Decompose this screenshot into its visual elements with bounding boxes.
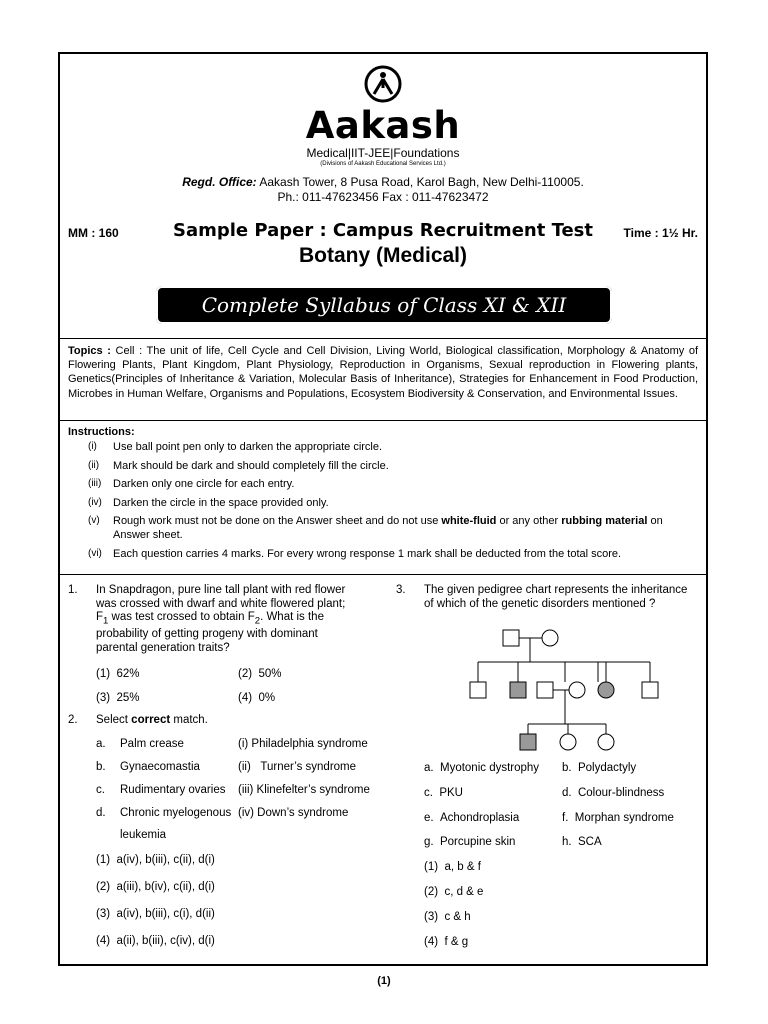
topics-label: Topics :	[68, 345, 111, 357]
option-text: c & h	[444, 911, 471, 923]
option-label: (2)	[424, 886, 439, 898]
choice-e	[424, 812, 519, 824]
option-label: (1)	[96, 668, 111, 680]
time-limit: Time : 1½ Hr.	[623, 226, 698, 240]
pedigree-female	[598, 734, 614, 750]
match-left-text: Chronic myelogenous	[120, 807, 232, 819]
instruction-text: Use ball point pen only to darken the appropriate circle.	[113, 441, 383, 453]
pedigree-female	[542, 630, 558, 646]
match-left-label: a.	[96, 738, 106, 750]
pedigree-male	[470, 682, 486, 698]
pedigree-male	[503, 630, 519, 646]
q3-option-4	[424, 936, 468, 948]
choice-text: Polydactyly	[577, 762, 637, 774]
question-text: In Snapdragon, pure line tall plant with red flower	[96, 584, 346, 596]
pedigree-male	[642, 682, 658, 698]
page-frame	[58, 52, 708, 966]
q2-option-3	[96, 908, 215, 920]
pedigree-male-affected	[520, 734, 536, 750]
choice-label: a.	[424, 762, 434, 774]
match-right	[238, 807, 348, 819]
choice-label: b.	[562, 762, 572, 774]
option-text: a(iv), b(iii), c(i), d(ii)	[116, 908, 215, 920]
paper-title: Sample Paper : Campus Recruitment Test	[172, 220, 593, 241]
question-2-stem	[96, 714, 208, 726]
choice-text: PKU	[439, 787, 463, 799]
q2-option-2	[96, 881, 215, 893]
question-2-number: 2.	[68, 714, 78, 726]
syllabus-banner	[156, 286, 612, 324]
match-right-text: Philadelphia syndrome	[251, 738, 368, 750]
instruction-item	[88, 477, 698, 491]
instruction-num: (iii)	[88, 478, 102, 490]
choice-label: f.	[562, 812, 569, 824]
choice-label: e.	[424, 812, 434, 824]
brand-subtagline: (Divisions of Aakash Educational Services Ltd.)	[320, 161, 446, 167]
instruction-text: Mark should be dark and should completely fill the circle.	[113, 459, 389, 472]
instruction-part: or any other	[496, 515, 562, 528]
instruction-bold: rubbing material	[561, 515, 648, 528]
match-right-text: Down’s syndrome	[257, 807, 349, 819]
q2-option-4	[96, 935, 215, 947]
option-label: (1)	[424, 861, 439, 873]
choice-text: Myotonic dystrophy	[439, 762, 540, 774]
question-number: 3.	[396, 584, 406, 596]
choice-text: Porcupine skin	[439, 836, 516, 848]
match-left-text: Gynaecomastia	[120, 761, 200, 773]
pedigree-female-affected	[598, 682, 614, 698]
match-left-label: b.	[96, 761, 106, 773]
subject-title: Botany (Medical)	[298, 244, 468, 267]
instruction-num: (v)	[88, 515, 100, 527]
match-right-label: (i)	[238, 738, 249, 750]
instruction-item	[88, 514, 698, 542]
match-right	[238, 761, 356, 773]
choice-c	[424, 787, 463, 799]
choice-f	[562, 812, 674, 824]
subscript: 2	[254, 615, 261, 627]
option-text: f & g	[444, 936, 469, 948]
instruction-item	[88, 440, 698, 454]
instruction-text: Each question carries 4 marks. For every wrong response 1 mark shall be deducted from the total score.	[113, 547, 622, 560]
text-part: was test crossed to obtain F	[108, 611, 255, 624]
page-number: (1)	[377, 975, 391, 987]
text-part: . What is the	[260, 611, 324, 624]
question-text: The given pedigree chart represents the inheritance	[424, 584, 688, 596]
instruction-num: (ii)	[88, 459, 100, 471]
q3-option-1	[424, 861, 481, 873]
option-text: c, d & e	[444, 886, 484, 898]
max-marks: MM : 160	[68, 226, 119, 240]
header	[60, 64, 706, 205]
divider	[60, 338, 706, 339]
instruction-part: Rough work must not be done on the Answer sheet and do not use	[113, 515, 442, 528]
choice-a	[424, 762, 539, 774]
brand-tagline: Medical|IIT-JEE|Foundations	[306, 146, 460, 160]
option-label: (2)	[96, 881, 111, 893]
option-text: 50%	[258, 668, 282, 680]
option-text: a(iv), b(iii), c(ii), d(i)	[116, 854, 215, 866]
office-text: Aakash Tower, 8 Pusa Road, Karol Bagh, New Delhi-110005.	[259, 175, 584, 189]
pedigree-male	[537, 682, 553, 698]
pedigree-female	[560, 734, 576, 750]
choice-label: g.	[424, 836, 434, 848]
instruction-item	[88, 496, 698, 510]
choice-label: h.	[562, 836, 572, 848]
choice-g	[424, 836, 515, 848]
question-text: parental generation traits?	[96, 641, 230, 654]
q2-option-1	[96, 854, 215, 866]
choice-label: d.	[562, 787, 572, 799]
option-text: 0%	[258, 692, 276, 704]
q3-option-3	[424, 911, 471, 923]
choice-text: Morphan syndrome	[574, 812, 674, 824]
option-label: (4)	[96, 935, 111, 947]
match-left-text: Palm crease	[120, 738, 184, 750]
match-right-text: Klinefelter’s syndrome	[256, 784, 370, 796]
match-right-label: (iii)	[238, 784, 254, 796]
match-right-label: (iv)	[238, 807, 254, 819]
q3-option-2	[424, 886, 483, 898]
option-text: a, b & f	[444, 861, 481, 873]
match-left-text: Rudimentary ovaries	[120, 784, 226, 796]
instruction-item	[88, 547, 698, 561]
text-part: Select	[96, 714, 132, 726]
option-label: (4)	[238, 692, 253, 704]
aakash-logo-icon	[363, 64, 403, 104]
divider	[60, 574, 706, 575]
choice-d	[562, 787, 664, 799]
option-label: (4)	[424, 936, 439, 948]
instruction-bold: white-fluid	[441, 515, 497, 528]
text-part: match.	[170, 714, 208, 726]
instruction-text: Darken the circle in the space provided only.	[113, 496, 329, 509]
subscript: 1	[103, 615, 109, 627]
instructions-list	[88, 440, 698, 566]
match-left-label: d.	[96, 807, 106, 819]
instruction-text: Darken only one circle for each entry.	[113, 478, 295, 491]
instruction-text	[113, 514, 698, 542]
option-text: 62%	[116, 668, 140, 680]
office-address	[60, 175, 706, 190]
option-label: (2)	[238, 668, 253, 680]
question-text: of which of the genetic disorders mentioned ?	[424, 597, 656, 610]
match-left-text: leukemia	[120, 829, 167, 841]
instruction-part: on Answer sheet.	[113, 515, 663, 542]
office-label: Regd. Office:	[182, 175, 257, 189]
choice-text: Colour-blindness	[577, 787, 665, 799]
q1-option-3	[96, 692, 139, 704]
option-label: (1)	[96, 854, 111, 866]
instruction-item	[88, 459, 698, 473]
choice-text: Achondroplasia	[439, 812, 520, 824]
choice-h	[562, 836, 602, 848]
option-text: a(iii), b(iv), c(ii), d(i)	[116, 881, 215, 893]
question-number: 1.	[68, 584, 78, 596]
pedigree-male-affected	[510, 682, 526, 698]
question-text: was crossed with dwarf and white flowered plant;	[96, 597, 346, 610]
match-right	[238, 738, 368, 750]
choice-text: SCA	[577, 836, 602, 848]
syllabus-text: Complete Syllabus of Class XI & XII	[201, 293, 567, 317]
option-label: (3)	[96, 692, 111, 704]
match-right-text: Turner’s syndrome	[260, 761, 357, 773]
pedigree-female	[569, 682, 585, 698]
question-text	[96, 611, 378, 628]
option-label: (3)	[96, 908, 111, 920]
instruction-num: (i)	[88, 441, 97, 452]
match-left-label: c.	[96, 784, 105, 796]
instruction-num: (iv)	[88, 496, 102, 508]
text-bold: correct	[131, 714, 171, 726]
question-text: probability of getting progeny with dominant	[96, 628, 318, 641]
q1-option-2	[238, 668, 281, 680]
instructions-heading: Instructions:	[68, 426, 135, 438]
option-text: a(ii), b(iii), c(iv), d(i)	[116, 935, 215, 947]
instruction-num: (vi)	[88, 547, 102, 559]
choice-b	[562, 762, 636, 774]
option-label: (3)	[424, 911, 439, 923]
topics-block	[68, 344, 698, 401]
match-right	[238, 784, 370, 796]
q1-option-1	[96, 668, 139, 680]
match-right-label: (ii)	[238, 761, 251, 773]
q1-option-4	[238, 692, 275, 704]
choice-label: c.	[424, 787, 433, 799]
option-text: 25%	[116, 692, 140, 704]
divider	[60, 420, 706, 421]
topics-text: Cell : The unit of life, Cell Cycle and Cell Division, Living World, Biological classification, Morphology & Anatomy of Flowering Plants, Plant Kingdom, Plant Physiology, Reproduction in Organisms, Sexual reproduction in Flowering plants, Genetics(Principles of Inheritance & Variation, Molecular Basis of Inheritance), Strategies for Enhancement in Food Production, Microbes in Human Welfare, Organisms and Populations, Ecosystem Biodiversity & Conservation, and Environmental Issues.	[68, 345, 699, 400]
brand-name: Aakash	[305, 104, 461, 147]
phone-fax: Ph.: 011-47623456 Fax : 011-47623472	[277, 190, 489, 204]
pedigree-chart	[465, 624, 665, 754]
text-part: F	[96, 611, 104, 624]
